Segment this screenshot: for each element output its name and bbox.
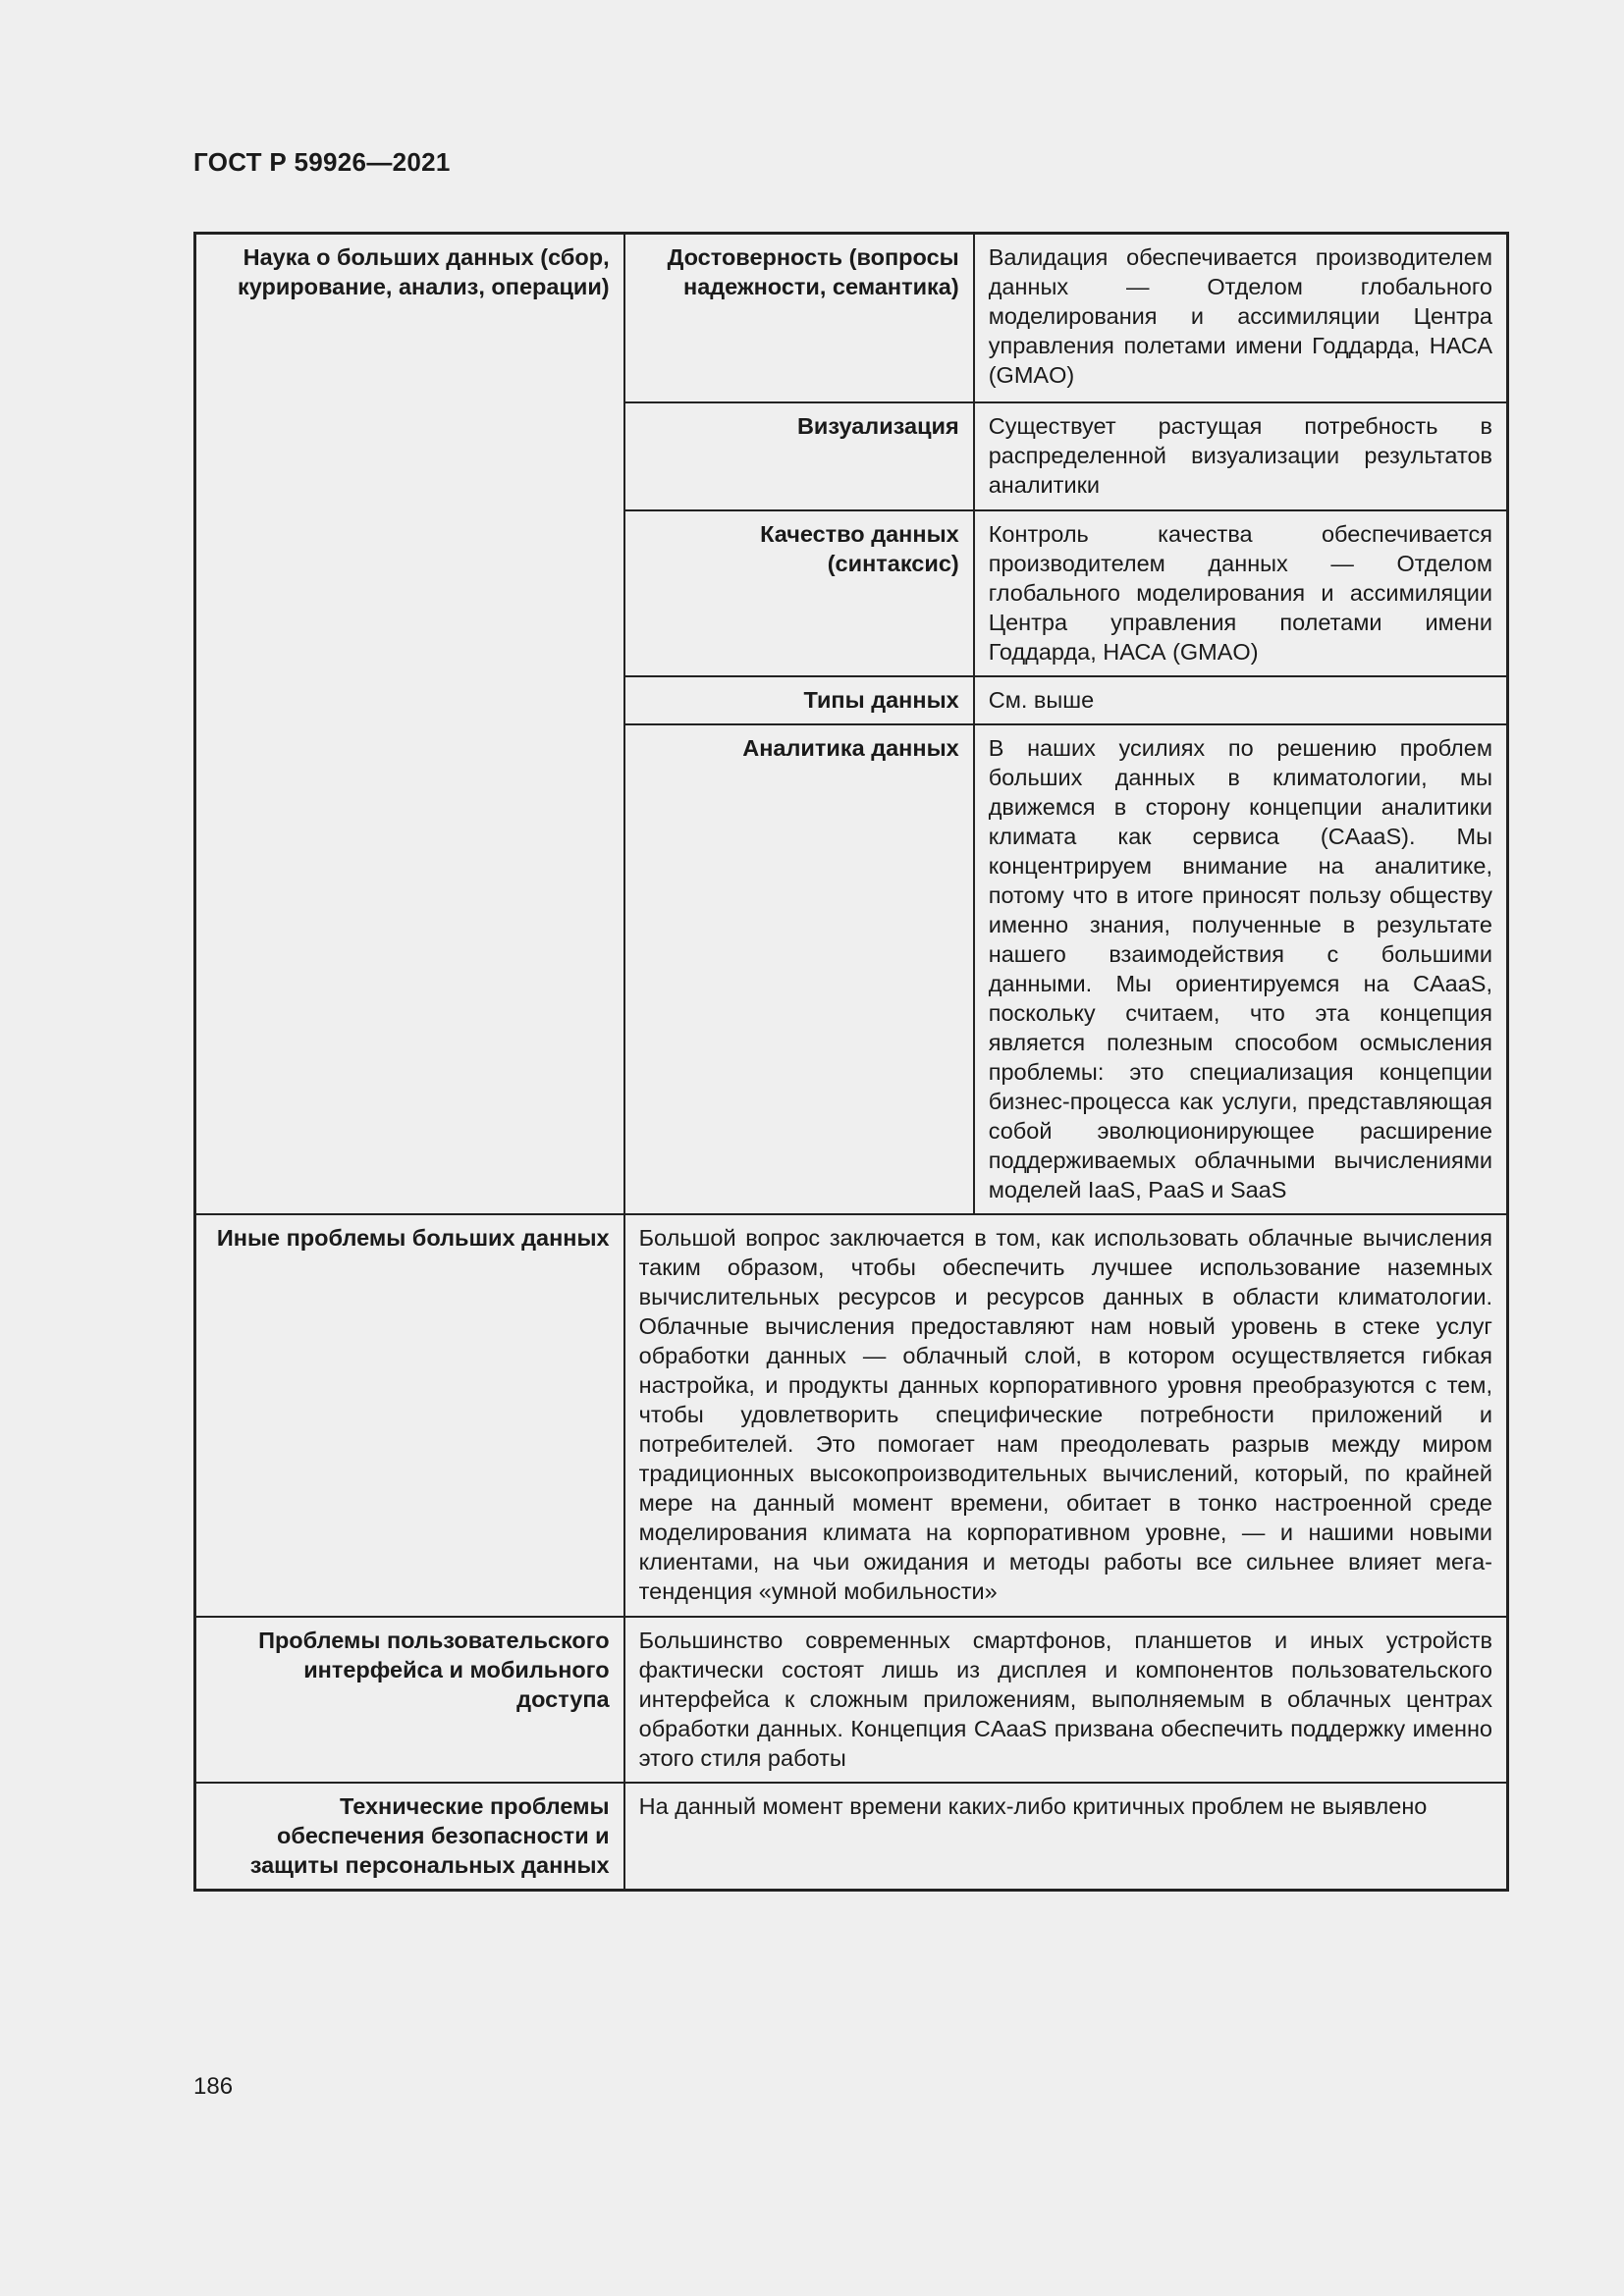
table-row: [195, 1783, 1508, 1891]
table-row: [195, 1617, 1508, 1783]
subcategory-cell: Качество данных (синтаксис): [624, 510, 974, 676]
description-cell: См. выше: [974, 676, 1508, 724]
subcategory-cell: Типы данных: [624, 676, 974, 724]
description-cell: Большой вопрос заключается в том, как использовать облачные вычисления таким образом, чтобы обеспечить лучшее использование наземных вычислительных ресурсов и ресурсов данных в области климатологии. Облачные вычисления предоставляют нам новый уровень в стеке услуг обработки данных — облачный слой, в котором осуществляется гибкая настройка, и продукты данных корпоративного уровня преобразуются с тем, чтобы удовлетворить специфические потребности приложений и потребителей. Это помогает нам преодолевать разрыв между миром традиционных высокопроизводительных вычислений, который, по крайней мере на данный момент времени, обитает в тонко настроенной среде моделирования климата на корпоративном уровне, — и нашими новыми клиентами, на чьи ожидания и методы работы все сильнее влияет мега-тенденция «умной мобильности»: [624, 1214, 1508, 1617]
subcategory-cell: Достоверность (вопросы надежности, семантика): [624, 234, 974, 402]
table-row: [195, 234, 1508, 402]
page-number: 186: [193, 2073, 234, 2100]
description-cell: На данный момент времени каких-либо критичных проблем не выявлено: [624, 1783, 1508, 1891]
document-header: ГОСТ Р 59926—2021: [193, 147, 451, 177]
description-cell: Существует растущая потребность в распределенной визуализации результатов аналитики: [974, 402, 1508, 510]
description-cell: Большинство современных смартфонов, планшетов и иных устройств фактически состоят лишь из дисплея и компонентов пользовательского интерфейса к сложным приложениям, выполняемым в облачных центрах обработки данных. Концепция CAaaS призвана обеспечить поддержку именно этого стиля работы: [624, 1617, 1508, 1783]
description-cell: Валидация обеспечивается производителем данных — Отделом глобального моделирования и ассимиляции Центра управления полетами имени Годдарда, НАСА (GMAO): [974, 234, 1508, 402]
description-cell: Контроль качества обеспечивается производителем данных — Отделом глобального моделирования и ассимиляции Центра управления полетами имени Годдарда, НАСА (GMAO): [974, 510, 1508, 676]
table-row: [195, 1214, 1508, 1617]
category-cell: Проблемы пользовательского интерфейса и мобильного доступа: [195, 1617, 624, 1783]
requirements-table: [193, 232, 1509, 1892]
subcategory-cell: Аналитика данных: [624, 724, 974, 1214]
description-cell: В наших усилиях по решению проблем больших данных в климатологии, мы движемся в сторону концепции аналитики климата как сервиса (CAaaS). Мы концентрируем внимание на аналитике, потому что в итоге приносят пользу обществу именно знания, полученные в результате нашего взаимодействия с большими данными. Мы ориентируемся на CAaaS, поскольку считаем, что эта концепция является полезным способом осмысления проблемы: это специализация концепции бизнес-процесса как услуги, представляющая собой эволюционирующее расширение поддерживаемых облачными вычислениями моделей IaaS, PaaS и SaaS: [974, 724, 1508, 1214]
category-cell: Наука о больших данных (сбор, курирование, анализ, операции): [195, 234, 624, 1214]
category-cell: Технические проблемы обеспечения безопасности и защиты персональных данных: [195, 1783, 624, 1891]
category-cell: Иные проблемы больших данных: [195, 1214, 624, 1617]
subcategory-cell: Визуализация: [624, 402, 974, 510]
